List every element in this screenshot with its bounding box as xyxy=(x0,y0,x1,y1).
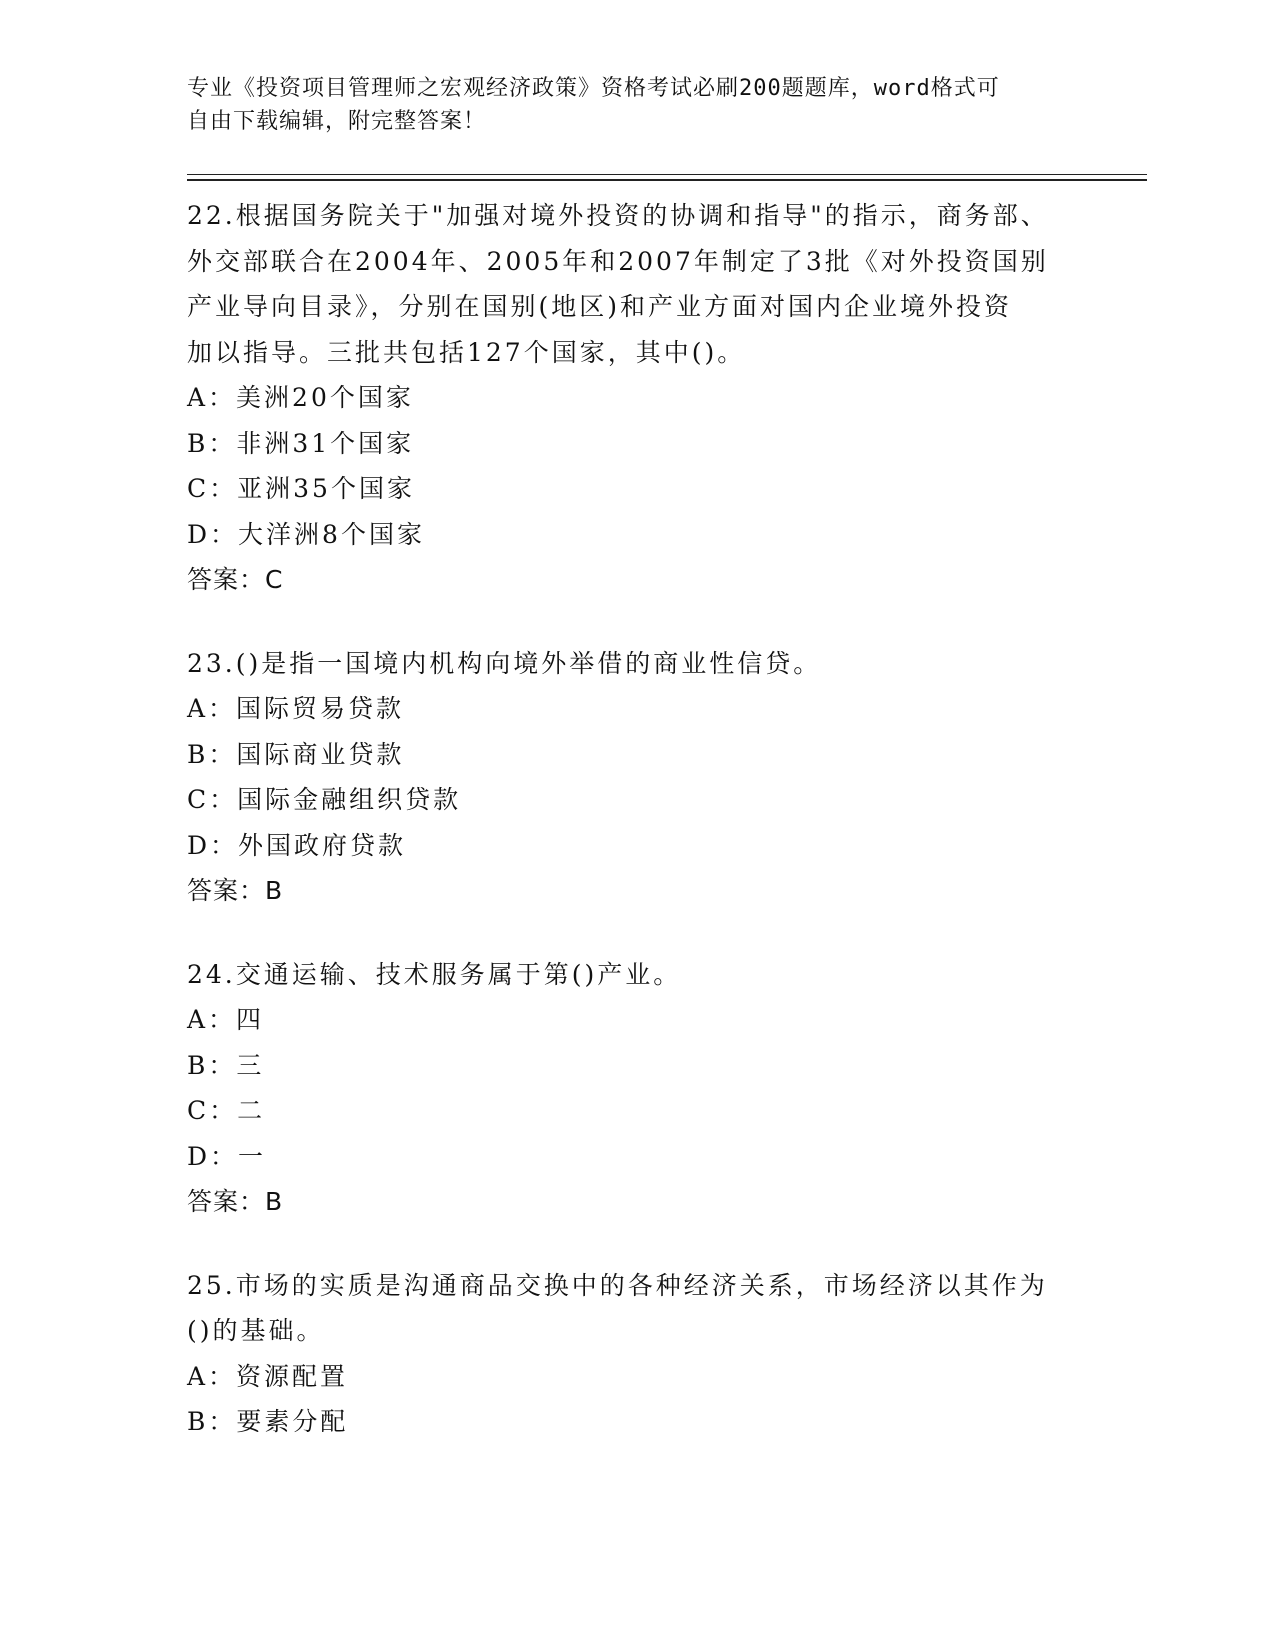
option-a: A：四 xyxy=(187,1005,265,1034)
option-d: D：一 xyxy=(187,1141,267,1171)
question-25 xyxy=(187,1263,1147,1445)
option-d: D：外国政府贷款 xyxy=(187,830,407,860)
option-b: B：国际商业贷款 xyxy=(187,739,405,769)
answer-line: 答案：C xyxy=(187,565,284,594)
header-divider xyxy=(187,174,1147,181)
question-text-line: 24.交通运输、技术服务属于第()产业。 xyxy=(187,959,682,989)
option-c: C：亚洲35个国家 xyxy=(187,474,415,503)
option-d: D：大洋洲8个国家 xyxy=(187,519,425,549)
question-text-line: 产业导向目录》，分别在国别(地区)和产业方面对国内企业境外投资 xyxy=(187,292,1013,321)
question-text-line: 22.根据国务院关于"加强对境外投资的协调和指导"的指示，商务部、 xyxy=(187,201,1049,230)
question-22 xyxy=(187,193,1147,603)
option-a: A：美洲20个国家 xyxy=(187,383,414,412)
question-text-line: 加以指导。三批共包括127个国家，其中()。 xyxy=(187,337,746,367)
question-text-line: 外交部联合在2004年、2005年和2007年制定了3批《对外投资国别 xyxy=(187,246,1049,276)
option-c: C：国际金融组织贷款 xyxy=(187,785,462,814)
question-list xyxy=(187,193,1147,1445)
option-b: B：三 xyxy=(187,1050,265,1080)
option-c: C：二 xyxy=(187,1096,266,1125)
header-line-1: 专业《投资项目管理师之宏观经济政策》资格考试必刷200题题库，word格式可 xyxy=(187,76,1000,101)
question-text-line: 23.()是指一国境内机构向境外举借的商业性信贷。 xyxy=(187,648,822,678)
answer-line: 答案：B xyxy=(187,1187,284,1216)
question-text-line: 25.市场的实质是沟通商品交换中的各种经济关系，市场经济以其作为 xyxy=(187,1270,1048,1300)
option-a: A：资源配置 xyxy=(187,1361,349,1391)
option-b: B：要素分配 xyxy=(187,1407,349,1436)
header-line-2: 自由下载编辑，附完整答案！ xyxy=(187,109,487,134)
option-a: A：国际贸易贷款 xyxy=(187,694,405,723)
document-page xyxy=(187,72,1147,1483)
question-text-line: ()的基础。 xyxy=(187,1316,325,1345)
option-b: B：非洲31个国家 xyxy=(187,428,415,458)
answer-line: 答案：B xyxy=(187,876,284,905)
question-24 xyxy=(187,952,1147,1225)
question-23 xyxy=(187,641,1147,914)
